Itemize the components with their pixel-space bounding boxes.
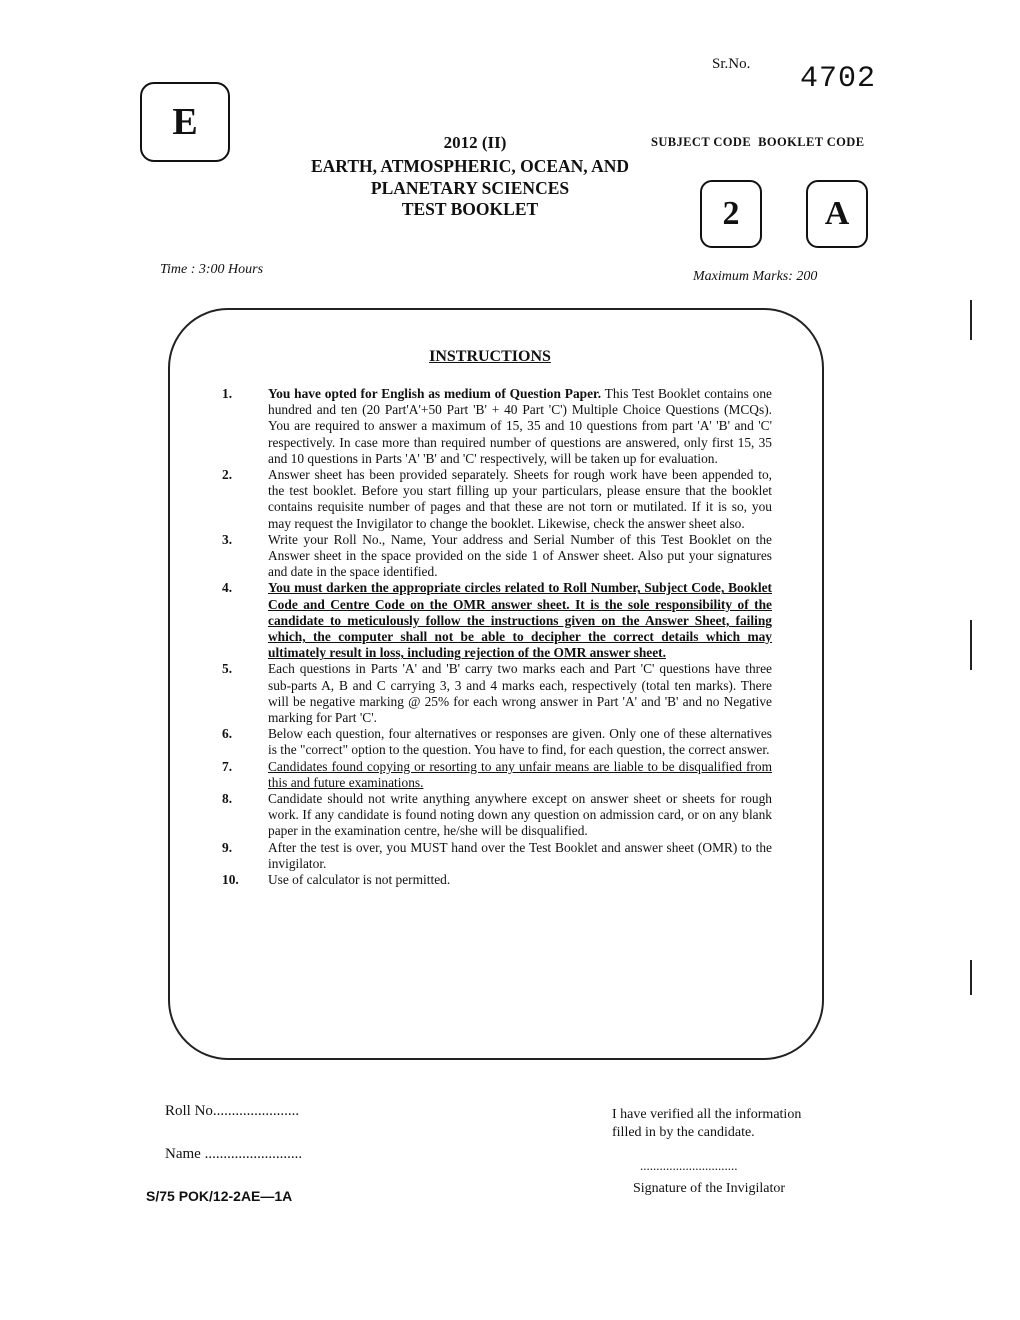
instruction-text xyxy=(268,872,772,888)
instructions-heading: INSTRUCTIONS xyxy=(429,348,551,365)
instruction-number: 1. xyxy=(222,386,233,401)
instruction-segment: Candidates found copying or resorting to any unfair means are liable to be disqualified from this and future examinations. xyxy=(268,758,772,790)
instruction-number: 3. xyxy=(222,531,233,547)
instruction-number: 4. xyxy=(222,580,233,596)
serial-number: 4702 xyxy=(800,62,877,96)
instruction-text xyxy=(268,580,772,661)
booklet-code-box xyxy=(806,180,868,248)
instruction-item xyxy=(222,386,772,467)
instruction-segment: Use of calculator is not permitted. xyxy=(268,872,451,888)
instruction-number: 6. xyxy=(222,726,233,742)
instruction-segment: Write your Roll No., Name, Your address and Serial Number of this Test Booklet on the Answer sheet in the space provided on the side 1 of Answer sheet. Also put your signatures and date in the space identified. xyxy=(268,531,772,580)
scan-edge-mark xyxy=(970,300,972,340)
instruction-text xyxy=(268,532,772,581)
set-letter-box xyxy=(140,82,230,162)
scan-edge-mark xyxy=(970,620,972,670)
instruction-segment: You must darken the appropriate circles related to Roll Number, Subject Code, Booklet Code and Centre Code on the OMR answer sheet. It is the sole responsibility of the candidate to meticulously follow the instructions given on the Answer Sheet, failing which, the computer shall not be able to decipher the correct details which may ultimately result in loss, including rejection of the OMR answer sheet. xyxy=(268,580,772,661)
subject-code-box xyxy=(700,180,762,248)
codes-label: SUBJECT CODE BOOKLET CODE xyxy=(651,135,865,149)
instruction-segment: Each questions in Parts 'A' and 'B' carry two marks each and Part 'C' questions have three sub-parts A, B and C carrying 3, 3 and 4 marks each, respectively (total ten marks). There will be negative marking @ 25% for each wrong answer in Part 'A' and 'B' and no Negative marking for Part 'C'. xyxy=(268,661,772,726)
instruction-text xyxy=(268,759,772,791)
set-letter: E xyxy=(172,101,198,143)
verification-statement xyxy=(612,1106,801,1142)
booklet-code: A xyxy=(824,195,850,232)
instruction-text xyxy=(268,726,772,758)
serial-label: Sr.No. xyxy=(712,56,751,72)
title-line: TEST BOOKLET xyxy=(401,199,539,219)
roll-no-field: Roll No....................... xyxy=(165,1103,300,1119)
instruction-text xyxy=(268,386,772,467)
instruction-text xyxy=(268,840,772,872)
scan-edge-mark xyxy=(970,960,972,995)
instruction-text xyxy=(268,791,772,840)
instruction-number: 9. xyxy=(222,839,233,855)
booklet-title xyxy=(270,156,670,221)
instructions-list xyxy=(222,386,772,888)
instruction-item xyxy=(222,759,772,791)
subject-code: 2 xyxy=(722,195,740,232)
signature-line: .............................. xyxy=(640,1158,738,1173)
instruction-item xyxy=(222,532,772,581)
instruction-segment: After the test is over, you MUST hand over the Test Booklet and answer sheet (OMR) to the invigilator. xyxy=(268,839,772,871)
instruction-number: 8. xyxy=(222,791,233,807)
instruction-item xyxy=(222,661,772,726)
instruction-text xyxy=(268,467,772,532)
instruction-segment: Below each question, four alternatives or responses are given. Only one of these alternatives is the "correct" option to the question. You have to find, for each question, the correct answer. xyxy=(268,726,772,758)
instruction-segment: Answer sheet has been provided separately. Sheets for rough work have been appended to, the test booklet. Before you start filling up your particulars, please ensure that the booklet contains requisite number of pages and that these are not torn or mutilated. If it is so, you may request the Invigilator to change the booklet. Likewise, check the answer sheet also. xyxy=(268,467,772,531)
instruction-number: 7. xyxy=(222,758,233,774)
verification-line: filled in by the candidate. xyxy=(612,1125,755,1140)
instruction-number: 10. xyxy=(222,872,239,888)
instruction-item xyxy=(222,580,772,661)
title-line: PLANETARY SCIENCES xyxy=(370,177,570,198)
instruction-item xyxy=(222,791,772,840)
verification-line: I have verified all the information xyxy=(612,1107,802,1122)
instruction-item xyxy=(222,467,772,532)
exam-year: 2012 (II) xyxy=(443,133,507,152)
instruction-text xyxy=(268,661,772,726)
signature-label: Signature of the Invigilator xyxy=(633,1181,786,1196)
instruction-item xyxy=(222,840,772,872)
name-field: Name .......................... xyxy=(165,1146,303,1162)
instruction-item xyxy=(222,872,772,888)
instruction-number: 5. xyxy=(222,661,233,677)
instruction-segment: You have opted for English as medium of Question Paper. xyxy=(268,386,602,401)
maximum-marks: Maximum Marks: 200 xyxy=(693,269,818,284)
booklet-reference-code: S/75 POK/12-2AE—1A xyxy=(146,1188,293,1204)
instruction-segment: This Test Booklet contains one hundred and ten (20 Part'A'+50 Part 'B' + 40 Part 'C') Multiple Choice Questions (MCQs). You are required to answer a maximum of 15, 35 and 10 questions from part 'A' 'B' and 'C' respectively. In case more than required number of questions are answered, only first 15, 35 and 10 questions in Parts 'A' 'B' and 'C' respectively, will be taken up for evaluation. xyxy=(268,386,772,466)
instruction-segment: Candidate should not write anything anywhere except on answer sheet or sheets for rough work. If any candidate is found noting down any question on admission card, or on any blank paper in the examination centre, he/she will be disqualified. xyxy=(268,791,772,839)
title-line: EARTH, ATMOSPHERIC, OCEAN, AND xyxy=(311,156,629,176)
instruction-number: 2. xyxy=(222,467,233,483)
exam-time: Time : 3:00 Hours xyxy=(160,262,264,277)
instruction-item xyxy=(222,726,772,758)
